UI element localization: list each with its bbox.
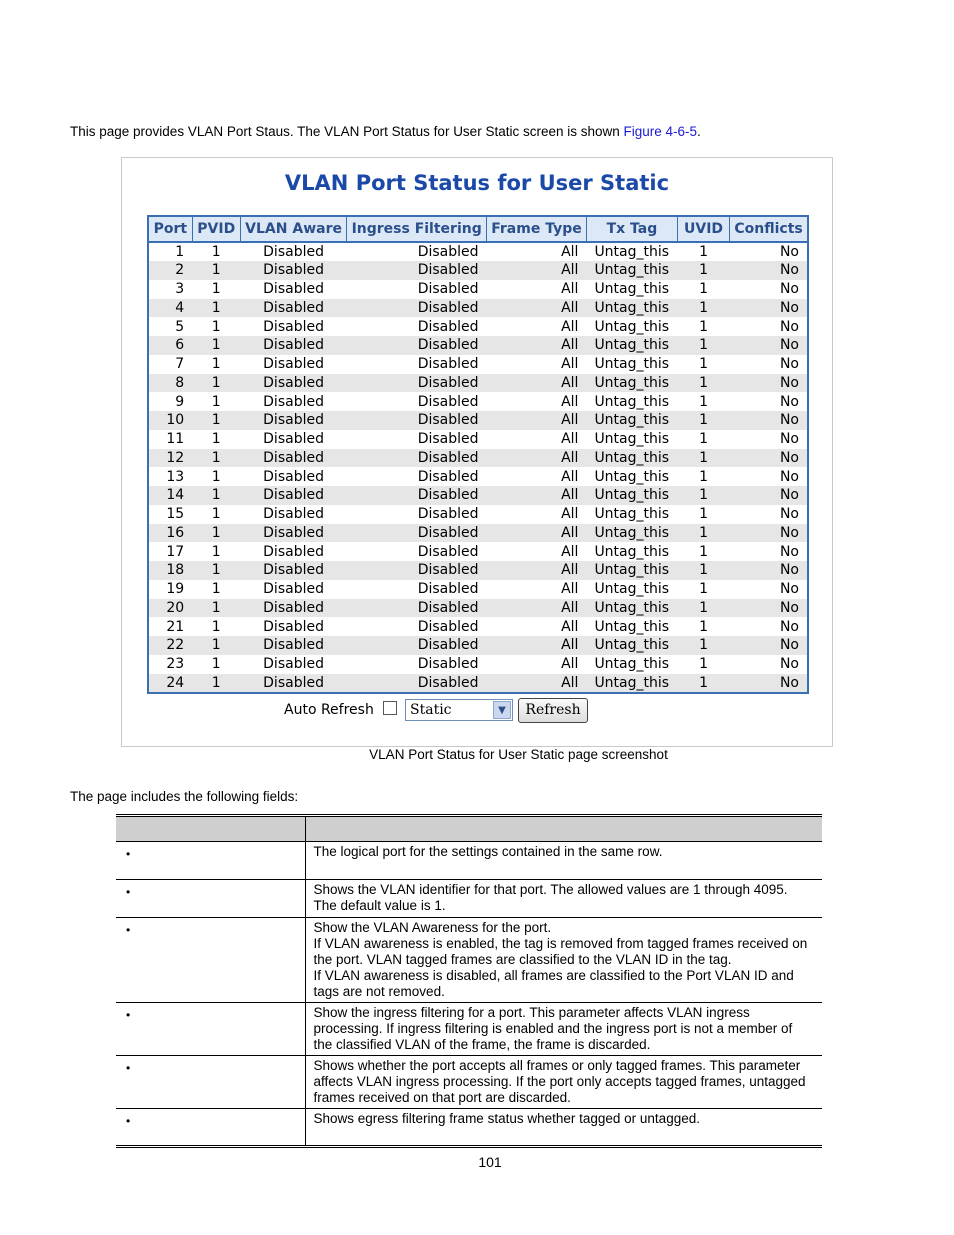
table-cell: No: [730, 374, 808, 393]
table-cell: Disabled: [263, 618, 324, 635]
table-cell: No: [779, 393, 799, 410]
table-cell: 14: [148, 486, 192, 505]
field-description-line: Show the VLAN Awareness for the port.: [313, 920, 552, 935]
table-cell: 1: [211, 468, 221, 485]
table-cell: 1: [677, 336, 729, 355]
table-row: [148, 261, 808, 280]
column-header: Ingress Filtering: [347, 216, 487, 242]
table-cell: 22: [148, 636, 192, 655]
table-cell: Untag_this: [586, 486, 677, 505]
table-cell: All: [487, 599, 587, 618]
table-cell: No: [730, 561, 808, 580]
table-cell: 1: [211, 281, 221, 298]
field-row: [116, 918, 822, 1003]
table-cell: No: [730, 636, 808, 655]
table-cell: Disabled: [240, 599, 346, 618]
field-description-cell: [305, 880, 822, 918]
table-cell: All: [561, 281, 579, 298]
table-cell: Untag_this: [586, 449, 677, 468]
field-description-line: Show the ingress filtering for a port. This parameter affects VLAN ingress processing. If ingress filtering is enabled and the ingress port is not a member of the classified VLAN of the frame, the frame is discarded.: [313, 1005, 793, 1052]
table-cell: No: [779, 244, 799, 260]
table-cell: Disabled: [347, 561, 487, 580]
table-cell: 6: [148, 336, 192, 355]
table-cell: Untag_this: [586, 599, 677, 618]
table-cell: Disabled: [417, 618, 479, 635]
table-cell: 15: [166, 506, 185, 523]
column-header: Frame Type: [487, 216, 587, 242]
field-description-cell: [305, 918, 822, 1003]
table-cell: Untag_this: [594, 656, 670, 673]
table-cell: All: [561, 431, 579, 448]
bullet: •: [126, 1008, 131, 1022]
table-cell: Untag_this: [594, 393, 670, 410]
table-cell: Disabled: [240, 261, 346, 280]
table-cell: Disabled: [240, 299, 346, 318]
field-description-cell: [305, 1003, 822, 1056]
table-cell: 1: [699, 393, 708, 410]
field-object-cell: [116, 1109, 305, 1147]
table-cell: Disabled: [417, 506, 479, 523]
field-description-line: If VLAN awareness is enabled, the tag is removed from tagged frames received on the port. VLAN tagged frames are classified to the VLAN ID in the tag.: [313, 936, 808, 967]
chevron-down-icon[interactable]: ▼: [493, 701, 511, 719]
table-cell: 1: [211, 244, 221, 260]
table-row: [148, 449, 808, 468]
table-cell: Disabled: [417, 393, 479, 410]
table-cell: Disabled: [347, 486, 487, 505]
table-cell: 1: [677, 524, 729, 543]
table-cell: Disabled: [263, 356, 324, 373]
table-cell: Disabled: [240, 374, 346, 393]
table-cell: 7: [175, 356, 185, 373]
table-cell: 1: [192, 524, 240, 543]
table-row: [148, 336, 808, 355]
table-cell: All: [561, 581, 579, 598]
bullet: •: [126, 1061, 131, 1075]
table-cell: 1: [175, 244, 185, 260]
fields-table: [116, 814, 822, 1148]
table-row: [148, 374, 808, 393]
table-row: [148, 599, 808, 618]
table-cell: All: [487, 486, 587, 505]
figure-link[interactable]: Figure 4-6-5: [623, 124, 698, 139]
table-cell: All: [561, 506, 579, 523]
field-description-cell: [305, 1056, 822, 1109]
table-cell: Disabled: [263, 468, 324, 485]
table-cell: Untag_this: [586, 674, 677, 693]
table-row: [148, 317, 808, 336]
table-cell: 9: [175, 393, 185, 410]
table-cell: All: [487, 411, 587, 430]
table-row: [148, 636, 808, 655]
table-cell: Disabled: [417, 356, 479, 373]
bullet: •: [126, 885, 131, 899]
table-cell: All: [487, 636, 587, 655]
table-cell: Untag_this: [594, 618, 670, 635]
page-number: 101: [478, 1154, 502, 1170]
table-cell: All: [487, 299, 587, 318]
table-cell: Disabled: [263, 431, 324, 448]
field-description-line: Shows egress filtering frame status whether tagged or untagged.: [313, 1111, 700, 1126]
table-cell: No: [730, 599, 808, 618]
table-cell: Disabled: [240, 336, 346, 355]
table-cell: 1: [677, 674, 729, 693]
intro-text: This page provides VLAN Port Staus. The VLAN Port Status for User Static screen is shown: [70, 124, 624, 139]
table-cell: Disabled: [263, 581, 324, 598]
auto-refresh-label: Auto Refresh: [284, 702, 374, 718]
table-cell: 1: [192, 336, 240, 355]
table-cell: Disabled: [240, 486, 346, 505]
page-title: VLAN Port Status for User Static: [284, 171, 670, 195]
table-cell: Untag_this: [586, 261, 677, 280]
vlan-user-select[interactable]: [405, 699, 513, 721]
table-cell: No: [779, 581, 799, 598]
table-cell: No: [779, 618, 799, 635]
field-row: [116, 842, 822, 880]
screenshot-frame: [121, 157, 833, 747]
table-cell: Disabled: [263, 656, 324, 673]
table-cell: No: [730, 299, 808, 318]
table-cell: All: [487, 374, 587, 393]
table-cell: No: [730, 486, 808, 505]
table-cell: 11: [166, 431, 185, 448]
table-cell: 1: [192, 261, 240, 280]
table-cell: Disabled: [347, 674, 487, 693]
table-cell: 1: [211, 543, 221, 560]
table-cell: Untag_this: [594, 244, 670, 260]
table-cell: Disabled: [240, 561, 346, 580]
vlan-port-status-table: [147, 215, 809, 694]
intro-paragraph: [70, 124, 701, 139]
table-cell: 18: [148, 561, 192, 580]
table-cell: Untag_this: [594, 431, 670, 448]
table-cell: No: [730, 411, 808, 430]
table-cell: 1: [192, 636, 240, 655]
table-cell: 1: [211, 656, 221, 673]
table-cell: Untag_this: [594, 581, 670, 598]
caption-text: VLAN Port Status for User Static page screenshot: [369, 747, 668, 762]
table-row: [148, 355, 808, 374]
table-cell: Untag_this: [594, 506, 670, 523]
table-cell: 1: [192, 561, 240, 580]
select-value: Static: [410, 702, 452, 718]
table-cell: No: [779, 656, 799, 673]
intro-end: .: [697, 124, 701, 139]
field-object-cell: [116, 918, 305, 1003]
table-cell: 1: [677, 261, 729, 280]
table-cell: 5: [175, 318, 185, 335]
table-cell: Untag_this: [594, 281, 670, 298]
table-cell: Untag_this: [586, 336, 677, 355]
table-cell: 19: [166, 581, 185, 598]
table-cell: 1: [211, 318, 221, 335]
column-header: Port: [148, 216, 192, 242]
table-cell: No: [779, 431, 799, 448]
table-row: [148, 299, 808, 318]
table-cell: Disabled: [263, 318, 324, 335]
table-cell: 1: [677, 486, 729, 505]
table-row: [148, 561, 808, 580]
bullet: •: [126, 847, 131, 861]
table-cell: Untag_this: [594, 356, 670, 373]
table-cell: 1: [699, 543, 708, 560]
table-cell: All: [561, 468, 579, 485]
table-cell: Disabled: [417, 318, 479, 335]
table-cell: Disabled: [417, 581, 479, 598]
table-cell: 1: [699, 581, 708, 598]
table-cell: 1: [677, 374, 729, 393]
table-cell: No: [730, 674, 808, 693]
table-cell: 1: [192, 374, 240, 393]
table-cell: 1: [211, 506, 221, 523]
table-cell: Untag_this: [586, 411, 677, 430]
table-cell: 1: [211, 581, 221, 598]
table-cell: All: [561, 244, 579, 260]
table-row: [148, 430, 808, 449]
table-cell: Disabled: [263, 543, 324, 560]
table-cell: All: [487, 561, 587, 580]
field-row: [116, 880, 822, 918]
table-cell: Disabled: [417, 244, 479, 260]
table-cell: Untag_this: [594, 543, 670, 560]
table-cell: Disabled: [347, 336, 487, 355]
table-cell: 1: [677, 636, 729, 655]
table-cell: 8: [148, 374, 192, 393]
table-cell: Disabled: [417, 431, 479, 448]
table-cell: Disabled: [347, 599, 487, 618]
table-cell: 1: [192, 486, 240, 505]
table-cell: All: [561, 543, 579, 560]
table-cell: 17: [166, 543, 185, 560]
table-cell: Disabled: [263, 281, 324, 298]
table-cell: No: [730, 261, 808, 280]
table-row: [148, 542, 808, 561]
table-cell: 1: [192, 599, 240, 618]
table-cell: 1: [677, 561, 729, 580]
column-header: PVID: [192, 216, 240, 242]
table-cell: Untag_this: [586, 374, 677, 393]
table-cell: No: [779, 318, 799, 335]
table-cell: 1: [192, 674, 240, 693]
table-cell: 1: [211, 431, 221, 448]
table-cell: All: [487, 449, 587, 468]
column-header: Tx Tag: [586, 216, 677, 242]
table-cell: 1: [699, 618, 708, 635]
table-cell: Disabled: [347, 261, 487, 280]
bullet: •: [126, 1114, 131, 1128]
table-cell: Disabled: [417, 543, 479, 560]
table-cell: 1: [211, 618, 221, 635]
field-object-cell: [116, 1003, 305, 1056]
field-description-cell: [305, 1109, 822, 1147]
table-cell: No: [779, 281, 799, 298]
table-cell: Disabled: [240, 674, 346, 693]
table-cell: 1: [699, 244, 708, 260]
field-object-cell: [116, 1056, 305, 1109]
table-row: [148, 467, 808, 486]
table-row: [148, 580, 808, 599]
field-row: [116, 1109, 822, 1147]
table-cell: Untag_this: [594, 318, 670, 335]
table-cell: 12: [148, 449, 192, 468]
table-cell: Disabled: [240, 636, 346, 655]
table-row: [148, 280, 808, 299]
table-cell: Disabled: [417, 281, 479, 298]
table-row: [148, 411, 808, 430]
column-header: Conflicts: [730, 216, 808, 242]
table-cell: 1: [699, 431, 708, 448]
table-row: [148, 486, 808, 505]
column-header: VLAN Aware: [240, 216, 346, 242]
table-cell: Untag_this: [594, 468, 670, 485]
table-cell: 16: [148, 524, 192, 543]
table-cell: Disabled: [347, 299, 487, 318]
field-object-cell: [116, 880, 305, 918]
table-cell: Disabled: [263, 244, 324, 260]
field-description-line: Shows whether the port accepts all frames or only tagged frames. This parameter affects VLAN ingress processing. If the port only accepts tagged frames, untagged frames received on that port are discarded.: [313, 1058, 806, 1105]
table-row: [148, 242, 808, 261]
column-header: UVID: [677, 216, 729, 242]
table-cell: Disabled: [240, 524, 346, 543]
table-cell: 4: [148, 299, 192, 318]
table-cell: 1: [699, 656, 708, 673]
table-cell: 1: [699, 318, 708, 335]
table-cell: 1: [677, 449, 729, 468]
table-cell: 1: [699, 506, 708, 523]
bullet: •: [126, 923, 131, 937]
table-cell: Disabled: [263, 393, 324, 410]
table-cell: 23: [166, 656, 185, 673]
field-description-cell: [305, 842, 822, 880]
table-cell: Untag_this: [586, 561, 677, 580]
table-cell: No: [730, 449, 808, 468]
table-cell: 3: [175, 281, 185, 298]
table-cell: Disabled: [263, 506, 324, 523]
table-cell: All: [561, 656, 579, 673]
table-cell: 13: [166, 468, 185, 485]
table-row: [148, 655, 808, 674]
table-cell: All: [561, 318, 579, 335]
table-cell: All: [561, 356, 579, 373]
table-cell: 1: [192, 449, 240, 468]
table-cell: Disabled: [240, 411, 346, 430]
fields-header-description: [305, 816, 822, 842]
field-description-line: Shows the VLAN identifier for that port. The allowed values are 1 through 4095. The default value is 1.: [313, 882, 788, 913]
fields-intro: The page includes the following fields:: [70, 789, 299, 804]
table-cell: All: [487, 524, 587, 543]
table-cell: 1: [677, 299, 729, 318]
table-cell: 20: [148, 599, 192, 618]
figure-caption: [0, 747, 954, 762]
table-cell: 1: [677, 599, 729, 618]
refresh-button[interactable]: Refresh: [518, 698, 588, 723]
table-cell: Disabled: [417, 656, 479, 673]
table-cell: Disabled: [347, 449, 487, 468]
table-cell: No: [779, 543, 799, 560]
table-cell: All: [561, 393, 579, 410]
table-cell: Disabled: [347, 524, 487, 543]
table-cell: 2: [148, 261, 192, 280]
table-cell: No: [730, 336, 808, 355]
table-cell: No: [779, 506, 799, 523]
table-cell: All: [487, 674, 587, 693]
table-cell: No: [779, 356, 799, 373]
table-cell: Disabled: [347, 374, 487, 393]
auto-refresh-checkbox[interactable]: [383, 701, 397, 715]
table-cell: 1: [211, 356, 221, 373]
table-cell: 1: [192, 411, 240, 430]
table-cell: Untag_this: [586, 299, 677, 318]
table-row: [148, 505, 808, 524]
table-cell: Untag_this: [586, 636, 677, 655]
table-cell: 21: [166, 618, 185, 635]
table-cell: Disabled: [417, 468, 479, 485]
table-cell: 1: [699, 468, 708, 485]
field-object-cell: [116, 842, 305, 880]
field-description-line: If VLAN awareness is disabled, all frames are classified to the Port VLAN ID and tags are not removed.: [313, 968, 794, 999]
fields-header-object: [116, 816, 305, 842]
table-cell: 1: [699, 281, 708, 298]
table-cell: 1: [192, 299, 240, 318]
table-row: [148, 392, 808, 411]
table-cell: 24: [148, 674, 192, 693]
table-cell: No: [730, 524, 808, 543]
table-cell: Disabled: [347, 636, 487, 655]
table-cell: No: [779, 468, 799, 485]
table-cell: Disabled: [240, 449, 346, 468]
table-cell: 1: [211, 393, 221, 410]
field-row: [116, 1003, 822, 1056]
table-row: [148, 674, 808, 693]
table-cell: 1: [677, 411, 729, 430]
table-row: [148, 617, 808, 636]
field-description-line: The logical port for the settings contained in the same row.: [313, 844, 663, 859]
table-cell: 10: [148, 411, 192, 430]
table-cell: Disabled: [347, 411, 487, 430]
table-cell: All: [487, 336, 587, 355]
table-cell: All: [561, 618, 579, 635]
field-row: [116, 1056, 822, 1109]
table-row: [148, 524, 808, 543]
table-cell: Untag_this: [586, 524, 677, 543]
table-cell: All: [487, 261, 587, 280]
table-cell: 1: [699, 356, 708, 373]
